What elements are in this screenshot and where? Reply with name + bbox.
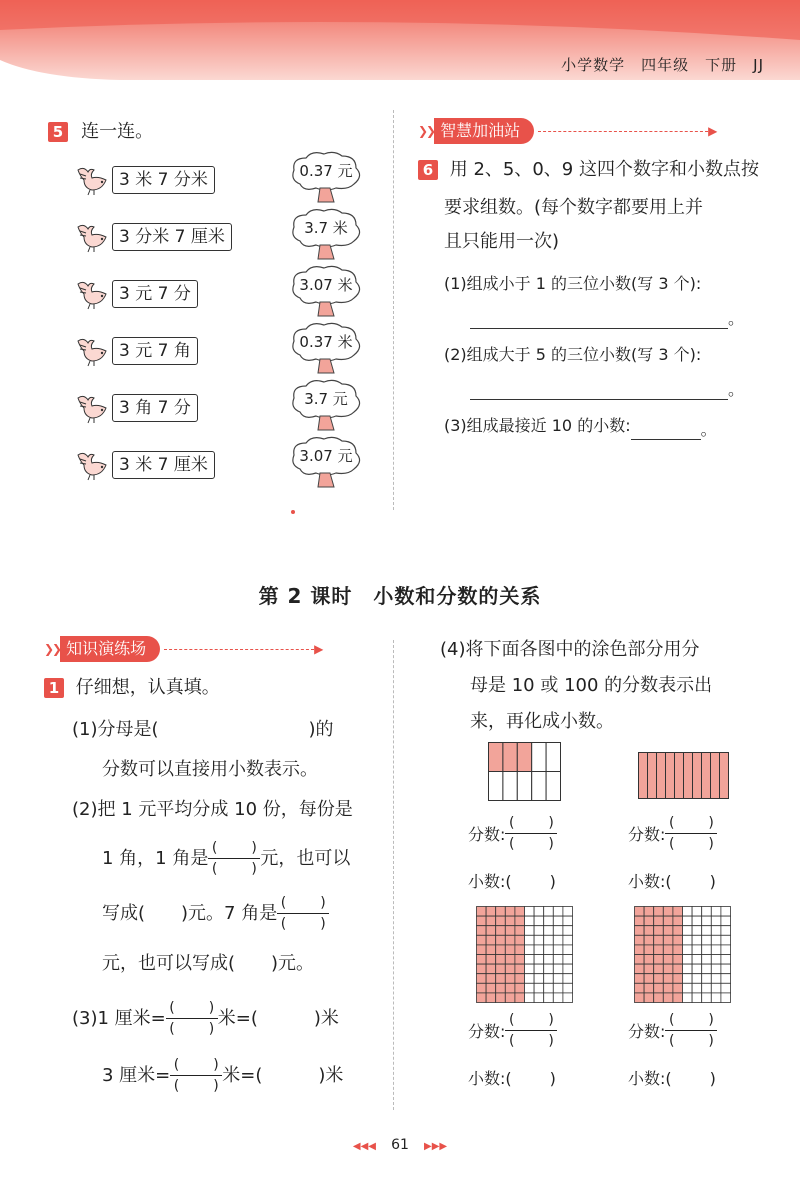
- q1-a3-l2-mid: 米=(: [222, 1064, 263, 1086]
- q4-fraction-row: [628, 815, 717, 852]
- q5-right-label: 3.07 米: [299, 276, 353, 294]
- q5-right-item[interactable]: [288, 207, 364, 261]
- q4-block: [440, 636, 770, 736]
- q4-grid-figure: [476, 906, 573, 1003]
- q1-a1-pre: (1)分母是(: [72, 719, 159, 740]
- q5-right-item[interactable]: [288, 378, 364, 432]
- q5-left-item[interactable]: [76, 392, 198, 424]
- footer: [0, 1134, 800, 1153]
- q5-number: 5: [48, 122, 68, 142]
- q5-left-item[interactable]: [76, 335, 198, 367]
- banner-arrow-icon: ❯❯: [418, 124, 435, 138]
- q5-left-label: 3 分米 7 厘米: [112, 223, 232, 251]
- q5-right-label: 0.37 米: [299, 333, 353, 351]
- bird-icon: [76, 335, 112, 367]
- q1-title: 仔细想，认真填。: [75, 677, 220, 698]
- banner-dash: [538, 131, 708, 132]
- q1-a1-line2: 分数可以直接用小数表示。: [102, 759, 318, 780]
- q6-answer1-blank[interactable]: [470, 308, 728, 329]
- q4-fraction-blank[interactable]: $\frac{( )}{( )}$: [505, 815, 557, 852]
- q4-decimal-label: 小数:: [468, 872, 506, 891]
- q4-grid-figure: [634, 906, 731, 1003]
- q4-fraction-label: 分数:: [628, 825, 666, 844]
- q5-left-label: 3 角 7 分: [112, 394, 198, 422]
- q5-right-item[interactable]: [288, 321, 364, 375]
- q5-left-item[interactable]: [76, 221, 232, 253]
- q4-line1: (4)将下面各图中的涂色部分用分: [440, 639, 700, 660]
- q4-decimal-row: [468, 1066, 556, 1089]
- banner-wisdom-label: 智慧加油站: [434, 118, 534, 144]
- bird-icon: [76, 221, 112, 253]
- q5-left-item[interactable]: [76, 449, 215, 481]
- q1-a3-l1-pre: (3)1 厘米=: [72, 1007, 166, 1029]
- q5-left-label: 3 元 7 分: [112, 280, 198, 308]
- q1-a2-line2-pre: 1 角，1 角是: [102, 847, 209, 869]
- q4-decimal-row: [628, 869, 716, 892]
- q4-fraction-blank[interactable]: $\frac{( )}{( )}$: [665, 1012, 717, 1049]
- bird-icon: [76, 164, 112, 196]
- banner-practice-end-arrow-icon: ▶: [314, 642, 324, 656]
- q5-left-label: 3 元 7 角: [112, 337, 198, 365]
- banner-wisdom: [418, 118, 717, 144]
- q4-line3: 来，再化成小数。: [470, 711, 614, 732]
- q4-decimal-row: [628, 1066, 716, 1089]
- q6-period3: 。: [700, 420, 717, 439]
- q6-line2: 要求组数。(每个数字都要用上并: [444, 197, 704, 218]
- q6-part1: (1)组成小于 1 的三位小数(写 3 个):: [444, 274, 702, 293]
- bird-icon: [76, 392, 112, 424]
- q4-fraction-row: [628, 1012, 717, 1049]
- q5-left-item[interactable]: [76, 278, 198, 310]
- q1-a1-post: )的: [308, 719, 334, 740]
- q1-a2-line4-pre: 元，也可以写成(: [102, 953, 236, 974]
- q1-a3-fraction2[interactable]: $\frac{( )}{( )}$: [170, 1057, 222, 1094]
- q4-fraction-label: 分数:: [628, 1022, 666, 1041]
- q6-period1: 。: [728, 309, 745, 328]
- q6-part2: (2)组成大于 5 的三位小数(写 3 个):: [444, 345, 702, 364]
- banner-practice: [44, 636, 323, 662]
- column-divider-bottom: [393, 640, 394, 1110]
- q4-decimal-blank[interactable]: ( ): [505, 872, 556, 891]
- q5-right-item[interactable]: [288, 264, 364, 318]
- q1-a3-l1-post: )米: [313, 1007, 339, 1029]
- q5-right-label: 3.7 米: [304, 219, 348, 237]
- q6-part3: (3)组成最接近 10 的小数:: [444, 416, 631, 435]
- column-divider-top: [393, 110, 394, 510]
- q1-a2-fraction2[interactable]: $\frac{( )}{( )}$: [277, 895, 329, 932]
- header-text: 小学数学 四年级 下册 JJ: [561, 56, 764, 74]
- q4-grid-figure: [638, 752, 729, 799]
- footer-right-arrows: ▶▶▶: [424, 1141, 448, 1152]
- q1-block: [44, 674, 384, 1094]
- page-number: 61: [391, 1137, 409, 1153]
- dot-marker: [291, 510, 295, 514]
- q5-heading: [48, 118, 153, 146]
- q1-a3-fraction1[interactable]: $\frac{( )}{( )}$: [166, 1000, 218, 1037]
- q6-line3: 且只能用一次): [444, 231, 560, 252]
- q1-a3-l2-post: )米: [318, 1064, 344, 1086]
- banner-end-arrow-icon: ▶: [708, 124, 718, 138]
- q1-number: 1: [44, 678, 64, 698]
- q6-line1: 用 2、5、0、9 这四个数字和小数点按: [449, 159, 759, 180]
- q5-right-item[interactable]: [288, 435, 364, 489]
- q4-decimal-label: 小数:: [628, 872, 666, 891]
- q6-answer2-blank[interactable]: [470, 379, 728, 400]
- q4-fraction-blank[interactable]: $\frac{( )}{( )}$: [665, 815, 717, 852]
- q4-decimal-label: 小数:: [468, 1069, 506, 1088]
- q5-left-label: 3 米 7 厘米: [112, 451, 215, 479]
- q5-left-item[interactable]: [76, 164, 215, 196]
- q6-period2: 。: [728, 380, 745, 399]
- q5-right-label: 3.07 元: [299, 447, 353, 465]
- q1-a3-l1-mid: 米=(: [217, 1007, 258, 1029]
- q1-a2-line4-post: )元。: [271, 953, 315, 974]
- q1-a2-line2-post: 元，也可以: [260, 847, 351, 869]
- q5-right-label: 0.37 元: [299, 162, 353, 180]
- q1-a2-line3-pre: 写成(: [102, 902, 146, 924]
- q1-a1-blank[interactable]: [159, 716, 309, 744]
- banner-practice-label: 知识演练场: [60, 636, 160, 662]
- q4-fraction-label: 分数:: [468, 825, 506, 844]
- q1-a2-blank2[interactable]: [235, 950, 271, 978]
- q1-a2-line3-mid: )元。7 角是: [181, 902, 278, 924]
- q4-line2: 母是 10 或 100 的分数表示出: [470, 675, 713, 696]
- q4-decimal-label: 小数:: [628, 1069, 666, 1088]
- q4-grid-figure: [488, 742, 561, 801]
- q4-decimal-row: [468, 869, 556, 892]
- q5-right-item[interactable]: [288, 150, 364, 204]
- bird-icon: [76, 449, 112, 481]
- q1-a2-line1: (2)把 1 元平均分成 10 份，每份是: [72, 799, 353, 820]
- q4-fraction-row: [468, 815, 557, 852]
- q6-block: [418, 156, 768, 440]
- banner-practice-dash: [164, 649, 314, 650]
- q4-decimal-blank[interactable]: ( ): [665, 1069, 716, 1088]
- q4-fraction-label: 分数:: [468, 1022, 506, 1041]
- q5-right-label: 3.7 元: [304, 390, 348, 408]
- q6-number: 6: [418, 160, 438, 180]
- q4-decimal-blank[interactable]: ( ): [665, 872, 716, 891]
- q4-fraction-blank[interactable]: $\frac{( )}{( )}$: [505, 1012, 557, 1049]
- bird-icon: [76, 278, 112, 310]
- q5-left-label: 3 米 7 分米: [112, 166, 215, 194]
- banner-practice-arrow-icon: ❯❯: [44, 642, 61, 656]
- q5-title: 连一连。: [81, 121, 154, 142]
- q4-fraction-row: [468, 1012, 557, 1049]
- q1-a2-fraction1[interactable]: $\frac{( )}{( )}$: [208, 840, 260, 877]
- q4-decimal-blank[interactable]: ( ): [505, 1069, 556, 1088]
- q6-answer3-blank[interactable]: [631, 419, 701, 440]
- q1-a3-l2-pre: 3 厘米=: [102, 1064, 171, 1086]
- lesson-title: 第 2 课时 小数和分数的关系: [258, 584, 542, 608]
- footer-left-arrows: ◀◀◀: [352, 1141, 376, 1152]
